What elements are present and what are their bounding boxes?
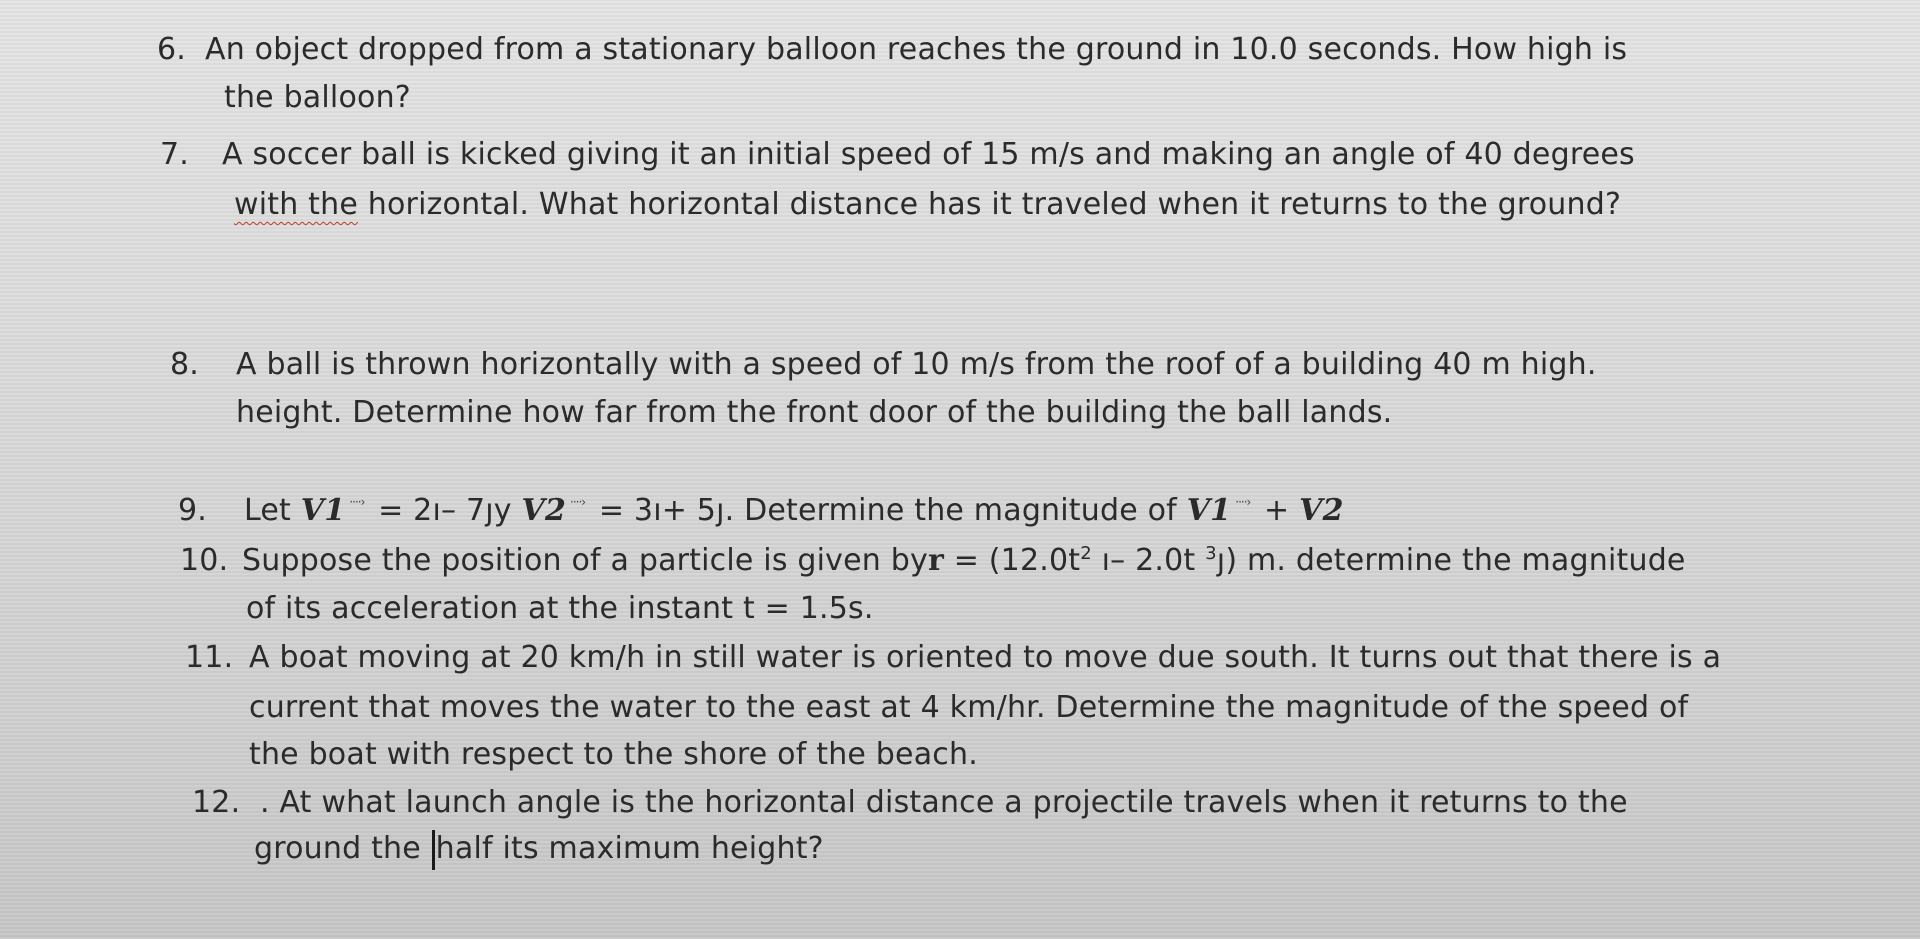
problem-10-text-b: = (12.0t bbox=[943, 543, 1081, 578]
problem-10-text-c: ı– 2.0t bbox=[1091, 543, 1206, 578]
vector-v1: V1 bbox=[1186, 493, 1232, 528]
vector-arrow-icon: ····› bbox=[349, 495, 365, 509]
problem-12-text-b: half its maximum height? bbox=[435, 831, 824, 866]
problem-12-text: . At what launch angle is the horizontal distance a projectile travels when it returns to the bbox=[260, 785, 1628, 820]
problem-8-line-2: height. Determine how far from the front door of the building the ball lands. bbox=[236, 395, 1393, 430]
problem-10-line-1 bbox=[180, 541, 1686, 581]
problem-11-line-1 bbox=[185, 638, 1721, 678]
problem-7-line-2 bbox=[234, 185, 1621, 225]
exponent-2: 2 bbox=[1080, 543, 1092, 564]
problem-11-line-3: the boat with respect to the shore of the beach. bbox=[249, 737, 978, 772]
problem-6-line-1 bbox=[157, 30, 1627, 70]
problem-9-eq-1: = 2ı– 7ȷy bbox=[368, 493, 522, 528]
problem-8-number: 8. bbox=[170, 347, 200, 382]
text-cursor bbox=[432, 830, 435, 870]
problem-10-text-d: ȷ) m. determine the magnitude bbox=[1216, 543, 1686, 578]
problem-10-number: 10. bbox=[180, 543, 229, 578]
vector-v1: V1 bbox=[300, 493, 346, 528]
problem-8-text: A ball is thrown horizontally with a speed of 10 m/s from the roof of a building 40 m high. bbox=[236, 347, 1597, 382]
problem-10-text-a: Suppose the position of a particle is given by bbox=[242, 543, 928, 578]
vector-arrow-icon: ····› bbox=[1235, 495, 1251, 509]
problem-9-number: 9. bbox=[178, 493, 208, 528]
problem-10-line-2: of its acceleration at the instant t = 1.5s. bbox=[246, 591, 874, 626]
problem-6-line-2: the balloon? bbox=[224, 80, 411, 115]
problem-8-line-1 bbox=[170, 345, 1597, 385]
problem-12-text-a: ground the bbox=[254, 831, 431, 866]
problem-12-line-1 bbox=[192, 783, 1628, 823]
spellcheck-flagged-text[interactable]: with the bbox=[234, 187, 359, 222]
problem-11-text: A boat moving at 20 km/h in still water is oriented to move due south. It turns out that there is a bbox=[249, 640, 1722, 675]
problem-12-line-2[interactable] bbox=[254, 829, 824, 870]
exponent-3: 3 bbox=[1205, 543, 1217, 564]
problem-12-number: 12. bbox=[192, 785, 241, 820]
problem-11-number: 11. bbox=[185, 640, 234, 675]
problem-9-line bbox=[178, 491, 1344, 536]
problem-6-number: 6. bbox=[157, 32, 187, 67]
problem-7-text: A soccer ball is kicked giving it an initial speed of 15 m/s and making an angle of 40 degrees bbox=[222, 137, 1635, 172]
vector-arrow-icon: ····› bbox=[570, 495, 586, 509]
problem-9-eq-2: = 3ı+ 5ȷ. Determine the magnitude of bbox=[589, 493, 1187, 528]
problem-6-text: An object dropped from a stationary balloon reaches the ground in 10.0 seconds. How high is bbox=[205, 32, 1628, 67]
problem-9-plus: + bbox=[1254, 493, 1300, 528]
problem-7-number: 7. bbox=[160, 137, 190, 172]
position-vector-r: r bbox=[927, 543, 944, 578]
vector-v2: V2 bbox=[521, 493, 567, 528]
problem-11-line-2: current that moves the water to the east at 4 km/hr. Determine the magnitude of the speed of bbox=[249, 690, 1689, 725]
problem-9-let: Let bbox=[244, 493, 301, 528]
problem-7-text-rest: horizontal. What horizontal distance has it traveled when it returns to the ground? bbox=[358, 187, 1622, 222]
vector-v2: V2 bbox=[1299, 493, 1344, 528]
problem-7-line-1 bbox=[160, 135, 1635, 175]
